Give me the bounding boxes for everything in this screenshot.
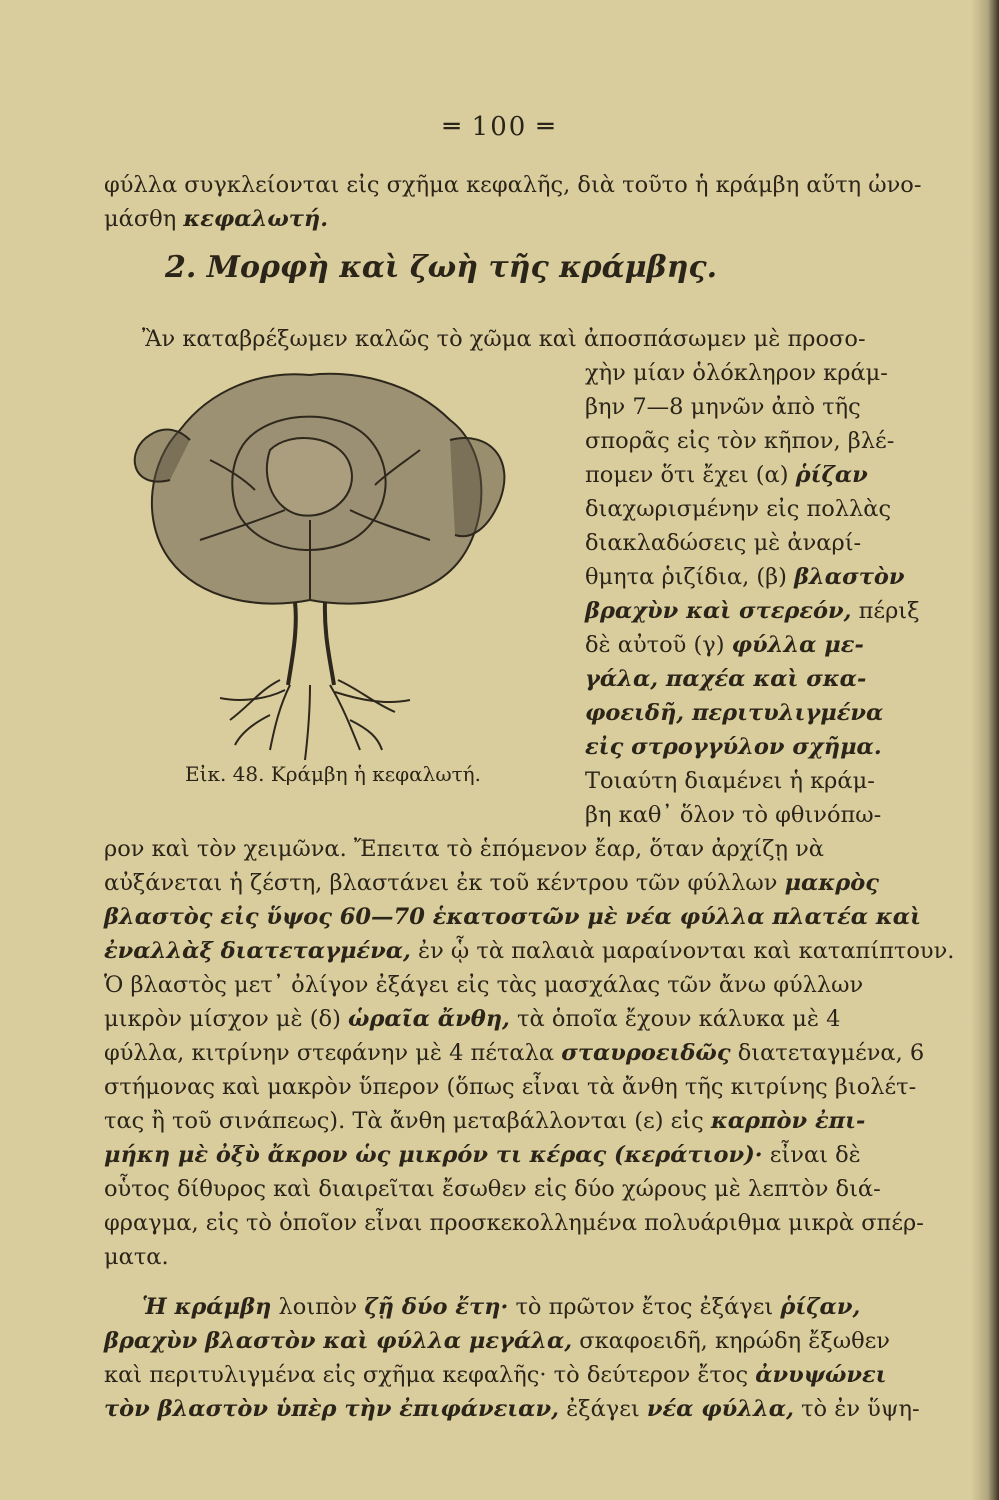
text-emph: ἐναλλὰξ διατεταγμένα, — [104, 938, 411, 964]
text-emph: εἰς στρογγύλον σχῆμα. — [585, 734, 882, 760]
text-emph: ὡραῖα ἄνθη, — [348, 1006, 510, 1032]
text-span: θμητα ῥιζίδια, (β) — [585, 564, 795, 590]
text-line — [104, 1138, 861, 1172]
text-span: καὶ περιτυλιγμένα εἰς σχῆμα κεφαλῆς· τὸ δεύτερον ἔτος — [104, 1362, 756, 1388]
text-line — [104, 1036, 924, 1070]
text-line — [585, 730, 882, 764]
text-span: αὐξάνεται ἡ ζέστη, βλαστάνει ἐκ τοῦ κέντρου τῶν φύλλων — [104, 870, 785, 896]
text-span: ἐν ᾧ τὰ παλαιὰ μαραίνονται καὶ καταπίπτουν. — [410, 938, 955, 964]
text-line — [142, 322, 866, 356]
text-span: βην 7—8 μηνῶν ἀπὸ τῆς — [585, 394, 861, 420]
text-line — [142, 1290, 860, 1324]
intro-text: φύλλα συγκλείονται εἰς σχῆμα κεφαλῆς, διὰ τοῦτο ἡ κράμβη αὕτη ὠνο- — [104, 172, 922, 198]
text-span: φραγμα, εἰς τὸ ὁποῖον εἶναι προσκεκολλημένα πολυάριθμα μικρὰ σπέρ- — [104, 1210, 924, 1236]
text-emph: ζῇ δύο ἔτη· — [364, 1294, 509, 1320]
text-emph: φοειδῆ, περιτυλιγμένα — [585, 700, 884, 726]
text-span: ρον καὶ τὸν χειμῶνα. Ἔπειτα τὸ ἑπόμενον ἔαρ, ὅταν ἀρχίζῃ νὰ — [104, 836, 824, 862]
text-emph: Ἡ κράμβη — [142, 1294, 272, 1320]
intro-line — [104, 202, 328, 236]
text-line — [104, 1240, 169, 1274]
text-emph: μήκη μὲ ὀξὺ ἄκρον ὡς μικρόν τι κέρας (κεράτιον)· — [104, 1142, 763, 1168]
cabbage-illustration — [110, 340, 580, 770]
text-span: βη καθ᾽ ὅλον τὸ φθινόπω- — [585, 802, 882, 828]
text-emph: βλαστὸν — [794, 564, 905, 590]
text-emph: σταυροειδῶς — [561, 1040, 731, 1066]
text-emph: ἀνυψώνει — [755, 1362, 887, 1388]
text-span: τὸ ἐν ὕψη- — [793, 1396, 920, 1422]
text-line — [585, 560, 904, 594]
text-line — [104, 968, 863, 1002]
text-emph: ῥίζαν, — [780, 1294, 861, 1320]
text-span: πομεν ὅτι ἔχει (α) — [585, 462, 796, 488]
text-emph: ῥίζαν — [795, 462, 868, 488]
text-span: πέριξ — [851, 598, 920, 624]
text-span: διατεταγμένα, 6 — [730, 1040, 925, 1066]
text-span: φύλλα, κιτρίνην στεφάνην μὲ 4 πέταλα — [104, 1040, 562, 1066]
text-span: τὰ ὁποῖα ἔχουν κάλυκα μὲ 4 — [509, 1006, 841, 1032]
text-emph: βραχὺν βλαστὸν καὶ φύλλα μεγάλα, — [104, 1328, 573, 1354]
text-line — [104, 934, 954, 968]
text-span: μικρὸν μίσχον μὲ (δ) — [104, 1006, 349, 1032]
text-span: τας ἢ τοῦ σινάπεως). Τὰ ἄνθη μεταβάλλονται (ε) εἰς — [104, 1108, 711, 1134]
text-line — [104, 1358, 887, 1392]
text-line — [585, 390, 861, 424]
section-heading: 2. Μορφὴ καὶ ζωὴ τῆς κράμβης. — [165, 250, 718, 285]
text-line — [104, 1104, 865, 1138]
text-span: Ὁ βλαστὸς μετ᾽ ὀλίγον ἐξάγει εἰς τὰς μασχάλας τῶν ἄνω φύλλων — [104, 972, 864, 998]
page-edge-shadow — [971, 0, 999, 1500]
text-span: λοιπὸν — [271, 1294, 365, 1320]
text-span: ἐξάγει — [558, 1396, 647, 1422]
text-span: ματα. — [104, 1244, 169, 1270]
intro-emph: κεφαλωτή. — [183, 206, 329, 232]
text-line — [585, 458, 868, 492]
text-span: σπορᾶς εἰς τὸν κῆπον, βλέ- — [585, 428, 895, 454]
text-emph: νέα φύλλα, — [646, 1396, 794, 1422]
text-line — [585, 356, 888, 390]
text-emph: καρπὸν ἐπι- — [710, 1108, 866, 1134]
text-span: οὗτος δίθυρος καὶ διαιρεῖται ἔσωθεν εἰς δύο χώρους μὲ λεπτὸν διά- — [104, 1176, 881, 1202]
text-line — [585, 492, 891, 526]
text-emph: βραχὺν καὶ στερεόν, — [585, 598, 852, 624]
text-line — [104, 1206, 924, 1240]
text-line — [104, 866, 879, 900]
cabbage-drawing — [110, 340, 580, 770]
text-span: δὲ αὐτοῦ (γ) — [585, 632, 732, 658]
page-number: ═ 100 ═ — [443, 112, 556, 142]
text-span: διακλαδώσεις μὲ ἀναρί- — [585, 530, 862, 556]
text-line — [585, 798, 881, 832]
text-line — [585, 764, 875, 798]
text-line — [104, 1172, 881, 1206]
text-emph: τὸν βλαστὸν ὑπὲρ τὴν ἐπιφάνειαν, — [104, 1396, 559, 1422]
text-emph: βλαστὸς εἰς ὕψος 60—70 ἑκατοστῶν μὲ νέα φύλλα πλατέα καὶ — [104, 904, 921, 930]
text-line — [585, 696, 883, 730]
text-span: τὸ πρῶτον ἔτος ἐξάγει — [508, 1294, 781, 1320]
text-emph: μακρὸς — [784, 870, 879, 896]
text-emph: φύλλα με- — [731, 632, 864, 658]
text-line — [585, 526, 861, 560]
text-span: εἶναι δὲ — [762, 1142, 861, 1168]
text-line — [104, 1324, 890, 1358]
intro-text: μάσθη — [104, 206, 184, 232]
text-line — [585, 628, 864, 662]
text-span: Ἂν καταβρέξωμεν καλῶς τὸ χῶμα καὶ ἀποσπάσωμεν μὲ προσο- — [142, 326, 866, 352]
text-line — [585, 424, 894, 458]
text-span: στήμονας καὶ μακρὸν ὕπερον (ὅπως εἶναι τὰ ἄνθη τῆς κιτρίνης βιολέτ- — [104, 1074, 917, 1100]
text-line — [585, 662, 866, 696]
text-line — [104, 1002, 840, 1036]
text-emph: γάλα, παχέα καὶ σκα- — [585, 666, 867, 692]
text-line — [585, 594, 920, 628]
text-line — [104, 900, 921, 934]
text-line — [104, 1392, 920, 1426]
text-span: διαχωρισμένην εἰς πολλὰς — [585, 496, 892, 522]
text-span: χὴν μίαν ὁλόκληρον κράμ- — [585, 360, 888, 386]
text-line — [104, 1070, 916, 1104]
text-span: σκαφοειδῆ, κηρώδη ἔξωθεν — [572, 1328, 890, 1354]
text-line — [104, 832, 824, 866]
intro-line — [104, 168, 922, 202]
figure-caption: Εἰκ. 48. Κράμβη ἡ κεφαλωτή. — [185, 762, 482, 786]
text-span: Τοιαύτη διαμένει ἡ κράμ- — [585, 768, 875, 794]
